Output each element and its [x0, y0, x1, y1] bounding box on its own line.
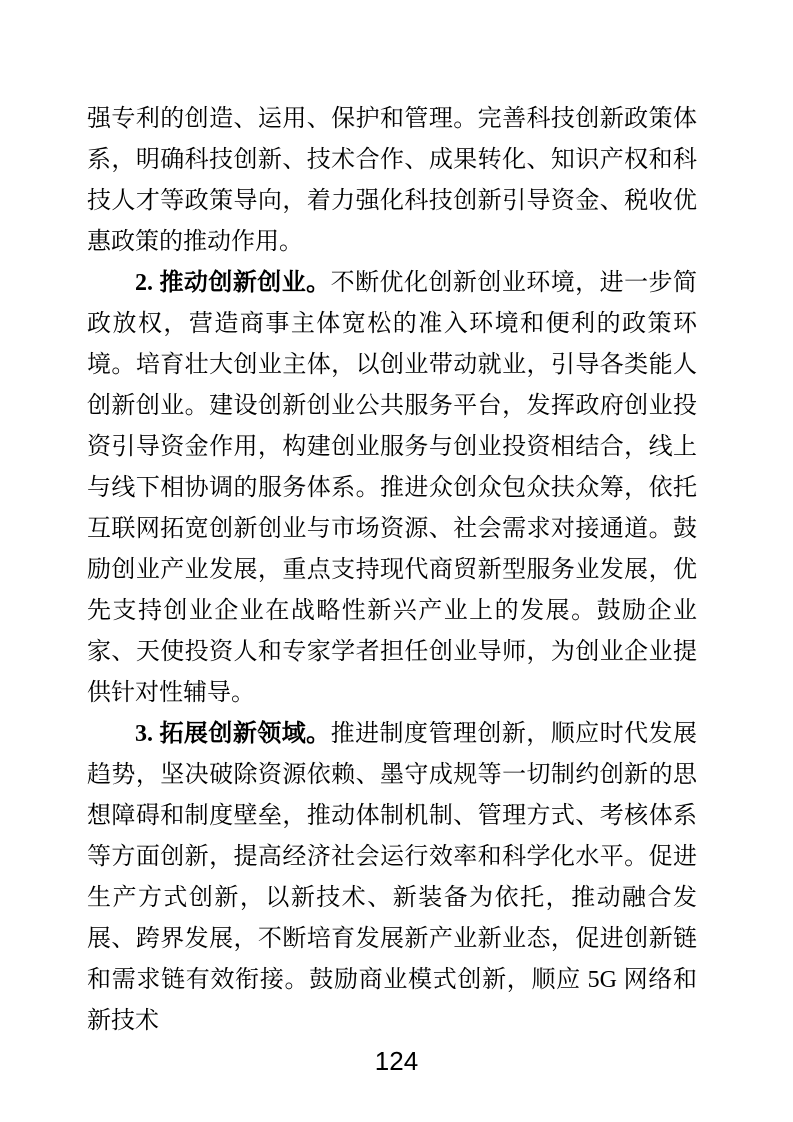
paragraph-lead: 2. 推动创新创业。	[135, 270, 331, 296]
paragraph-text: 推进制度管理创新，顺应时代发展趋势，坚决破除资源依赖、墨守成规等一切制约创新的思想障碍和制度壁垒，推动体制机制、管理方式、考核体系等方面创新，提高经济社会运行效率和科学化水平。促进生产方式创新，以新技术、新装备为依托，推动融合发展、跨界发展，不断培育发展新产业新业态，促进创新链和需求链有效衔接。鼓励商业模式创新，顺应 5G 网络和新技术	[87, 721, 698, 1034]
paragraph-continuation	[87, 99, 697, 263]
paragraph-text: 强专利的创造、运用、保护和管理。完善科技创新政策体系，明确科技创新、技术合作、成果转化、知识产权和科技人才等政策导向，着力强化科技创新引导资金、税收优惠政策的推动作用。	[87, 106, 697, 255]
paragraph-section-2	[87, 263, 697, 714]
paragraph-section-3	[87, 714, 697, 1042]
paragraph-lead: 3. 拓展创新领域。	[135, 721, 331, 747]
paragraph-text: 不断优化创新创业环境，进一步简政放权，营造商事主体宽松的准入环境和便利的政策环境。培育壮大创业主体，以创业带动就业，引导各类能人创新创业。建设创新创业公共服务平台，发挥政府创业投资引导资金作用，构建创业服务与创业投资相结合，线上与线下相协调的服务体系。推进众创众包众扶众筹，依托互联网拓宽创新创业与市场资源、社会需求对接通道。鼓励创业产业发展，重点支持现代商贸新型服务业发展，优先支持创业企业在战略性新兴产业上的发展。鼓励企业家、天使投资人和专家学者担任创业导师，为创业企业提供针对性辅导。	[87, 270, 698, 706]
page-number: 124	[374, 1046, 419, 1076]
body-text	[87, 99, 697, 1042]
